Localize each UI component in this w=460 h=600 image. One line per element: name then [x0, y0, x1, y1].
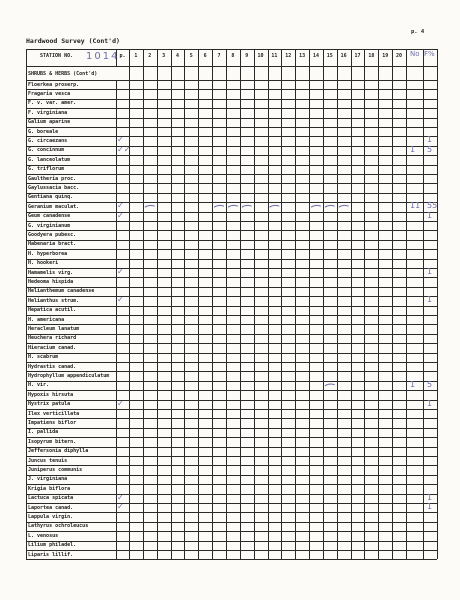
- presence-check: ✓: [117, 201, 124, 211]
- species-label: Juncus tenuis: [28, 457, 68, 464]
- presence-check: ✓: [117, 210, 124, 220]
- species-label: L. venosus: [28, 532, 59, 539]
- column-header-4: 4: [175, 53, 179, 59]
- column-header-11: 11: [271, 53, 278, 59]
- species-label: F. v. var. amer.: [28, 100, 77, 107]
- tally-stroke: [228, 205, 238, 207]
- count-value: 1: [410, 379, 416, 389]
- tally-stroke: [214, 205, 224, 207]
- species-label: Laportea canad.: [28, 504, 74, 511]
- species-label: Juniperus communis: [28, 466, 83, 473]
- frequency-value: 1: [427, 502, 433, 511]
- tally-stroke: [270, 205, 280, 207]
- tally-stroke: [325, 384, 335, 386]
- tally-stroke: [242, 205, 252, 207]
- species-label: Hydrophyllum appendiculatum: [28, 372, 110, 379]
- tally-stroke: [325, 205, 335, 207]
- column-header-5: 5: [189, 53, 193, 59]
- species-label: G. virginianum: [28, 222, 71, 229]
- presence-check: ✓✓: [117, 144, 131, 154]
- species-label: I. pallida: [28, 429, 59, 436]
- no-column-header: No: [410, 50, 420, 58]
- species-label: Heracleum lanatum: [28, 325, 80, 332]
- column-header-12: 12: [285, 53, 292, 59]
- column-header-8: 8: [231, 53, 235, 59]
- column-header-1: 1: [134, 53, 138, 59]
- frequency-value: 55: [427, 201, 438, 211]
- column-header-9: 9: [245, 53, 249, 59]
- column-header-17: 17: [354, 53, 361, 59]
- frequency-value: 1: [427, 267, 433, 276]
- species-label: Gaultheria proc.: [28, 175, 77, 182]
- species-label: Floerkea proserp.: [28, 81, 80, 88]
- presence-check: ✓: [117, 398, 124, 408]
- species-label: Heuchera richard: [28, 335, 77, 342]
- species-label: Fragaria vesca: [28, 90, 71, 97]
- species-label: Hamamelis virg.: [28, 269, 74, 276]
- species-label: Jeffersonia diphylla: [28, 448, 89, 455]
- column-header-18: 18: [368, 53, 375, 59]
- presence-check: ✓: [117, 492, 124, 502]
- species-label: H. hyperborea: [28, 250, 68, 257]
- count-value: 1: [410, 144, 416, 154]
- species-label: J. virginiana: [28, 476, 68, 483]
- species-label: Goodyera pubesc.: [28, 231, 77, 238]
- species-label: Gaylussacia bacc.: [28, 184, 80, 191]
- species-label: G. boreale: [28, 128, 59, 135]
- presence-check: ✓: [117, 267, 124, 276]
- species-label: G. lanceolatum: [28, 156, 71, 163]
- column-header-16: 16: [340, 53, 347, 59]
- species-label: Hypoxis hirsuta: [28, 391, 74, 398]
- species-label: F. virginiana: [28, 109, 68, 116]
- species-label: Krigia biflora: [28, 485, 71, 492]
- species-label: Lilium philadel.: [28, 542, 77, 549]
- species-label: Hystrix patula: [28, 401, 71, 408]
- station-number-handwritten: 1014: [86, 51, 120, 62]
- frequency-value: 5: [427, 144, 433, 154]
- presence-check: ✓: [117, 502, 124, 511]
- species-label: Helianthus strum.: [28, 297, 80, 304]
- species-label: Isopyrum bitern.: [28, 438, 77, 445]
- species-label: Ilex verticillata: [28, 410, 80, 417]
- frequency-value: 1: [427, 295, 433, 305]
- species-label: G. triflorum: [28, 166, 65, 173]
- column-header-3: 3: [162, 53, 166, 59]
- species-label: Hydrastis canad.: [28, 363, 77, 370]
- station-label: STATION NO.: [40, 53, 74, 59]
- column-header-2: 2: [148, 53, 152, 59]
- species-label: Hedeoma hispida: [28, 278, 74, 285]
- species-label: H. hookeri: [28, 260, 59, 267]
- species-label: H. americana: [28, 316, 65, 323]
- species-label: G. concinnum: [28, 147, 65, 154]
- column-header-20: 20: [396, 53, 403, 59]
- species-label: G. circaezans: [28, 137, 68, 144]
- section-title: SHRUBS & HERBS (Cont'd): [28, 71, 98, 77]
- species-label: H. scabrum: [28, 354, 59, 361]
- frequency-value: 1: [427, 398, 433, 408]
- column-header-13: 13: [299, 53, 306, 59]
- column-header-10: 10: [257, 53, 264, 59]
- p-column-header: p.: [119, 53, 126, 59]
- presence-check: ✓: [117, 135, 124, 145]
- page-number: p. 4: [411, 29, 425, 35]
- species-label: Liparis lillif.: [28, 551, 74, 558]
- column-header-6: 6: [203, 53, 207, 59]
- presence-check: ✓: [117, 295, 124, 305]
- species-label: Lactuca spicata: [28, 495, 74, 502]
- species-label: Lathyrus ochroleucus: [28, 523, 89, 530]
- species-label: Impatiens biflor: [28, 419, 77, 426]
- page-title: Hardwood Survey (Cont'd): [26, 37, 120, 45]
- tally-stroke: [339, 205, 349, 207]
- frequency-value: 1: [427, 135, 433, 145]
- species-label: Gentiana quinq.: [28, 194, 74, 201]
- species-label: Galium aparine: [28, 119, 71, 126]
- species-label: H. vir.: [28, 382, 50, 389]
- f-percent-column-header: F%: [424, 50, 435, 58]
- frequency-value: 5: [427, 379, 433, 389]
- column-header-7: 7: [217, 53, 221, 59]
- frequency-value: 1: [427, 210, 433, 220]
- species-label: Helianthemum canadense: [28, 288, 95, 295]
- count-value: 11: [410, 201, 421, 211]
- species-label: Geum canadense: [28, 213, 71, 220]
- species-label: Habenaria bract.: [28, 241, 77, 248]
- species-label: Lappula virgin.: [28, 513, 74, 520]
- tally-stroke: [311, 205, 321, 207]
- tally-stroke: [145, 205, 155, 207]
- column-header-15: 15: [326, 53, 333, 59]
- column-header-14: 14: [312, 53, 319, 59]
- species-label: Geranium maculat.: [28, 203, 80, 210]
- species-label: Hepatica acutil.: [28, 307, 77, 314]
- frequency-value: 1: [427, 492, 433, 502]
- column-header-19: 19: [382, 53, 389, 59]
- species-label: Hieracium canad.: [28, 344, 77, 351]
